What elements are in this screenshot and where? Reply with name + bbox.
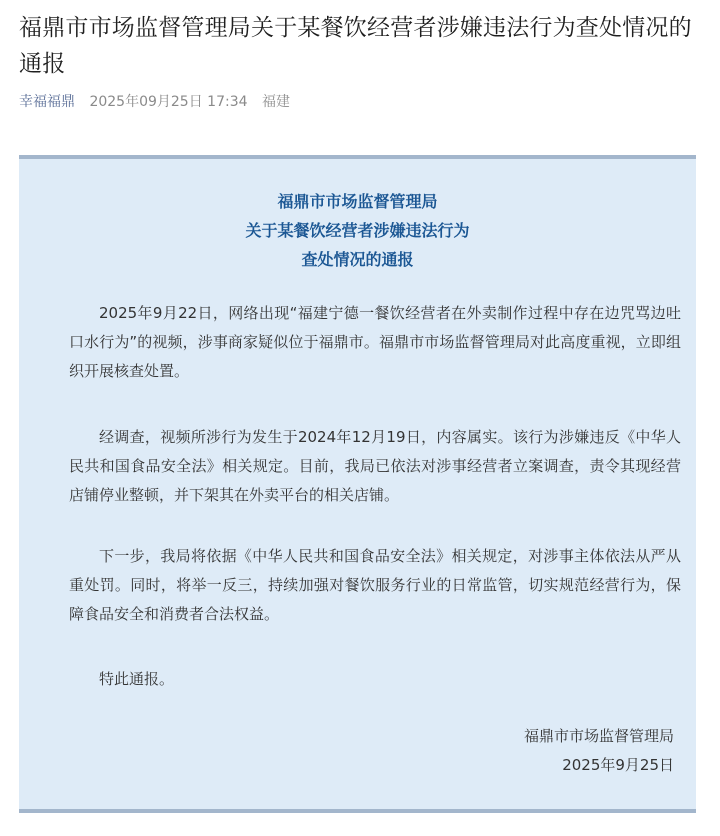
notice-heading-line: 查处情况的通报 (301, 250, 414, 269)
notice-heading-line: 关于某餐饮经营者涉嫌违法行为 (245, 221, 470, 240)
notice-closing: 特此通报。 (99, 670, 175, 688)
notice-paragraph: 下一步，我局将依据《中华人民共和国食品安全法》相关规定，对涉事主体依法从严从重处罚。同时，将举一反三，持续加强对餐饮服务行业的日常监管，切实规范经营行为，保障食品安全和消费者合法权益。 (69, 547, 681, 623)
article-meta (19, 92, 290, 112)
account-name-link[interactable]: 幸福福鼎 (19, 94, 75, 110)
notice-signature (524, 722, 674, 780)
publish-location: 福建 (261, 94, 290, 110)
notice-heading (19, 187, 696, 274)
notice-paragraph: 经调查，视频所涉行为发生于2024年12月19日，内容属实。该行为涉嫌违反《中华人民共和国食品安全法》相关规定。目前，我局已依法对涉事经营者立案调查，责令其现经营店铺停业整顿，并下架其在外卖平台的相关店铺。 (69, 428, 681, 504)
notice-heading-line: 福鼎市市场监督管理局 (277, 192, 438, 211)
notice-paragraph: 2025年9月22日，网络出现“福建宁德一餐饮经营者在外卖制作过程中存在边咒骂边吐口水行为”的视频，涉事商家疑似位于福鼎市。福鼎市市场监督管理局对此高度重视，立即组织开展核查处置。 (69, 304, 681, 380)
publish-datetime: 2025年09月25日 17:34 (89, 94, 248, 110)
signature-org: 福鼎市市场监督管理局 (523, 727, 674, 745)
article-title: 福鼎市市场监督管理局关于某餐饮经营者涉嫌违法行为查处情况的通报 (19, 15, 692, 77)
notice-card (19, 155, 696, 813)
signature-date: 2025年9月25日 (562, 756, 674, 774)
